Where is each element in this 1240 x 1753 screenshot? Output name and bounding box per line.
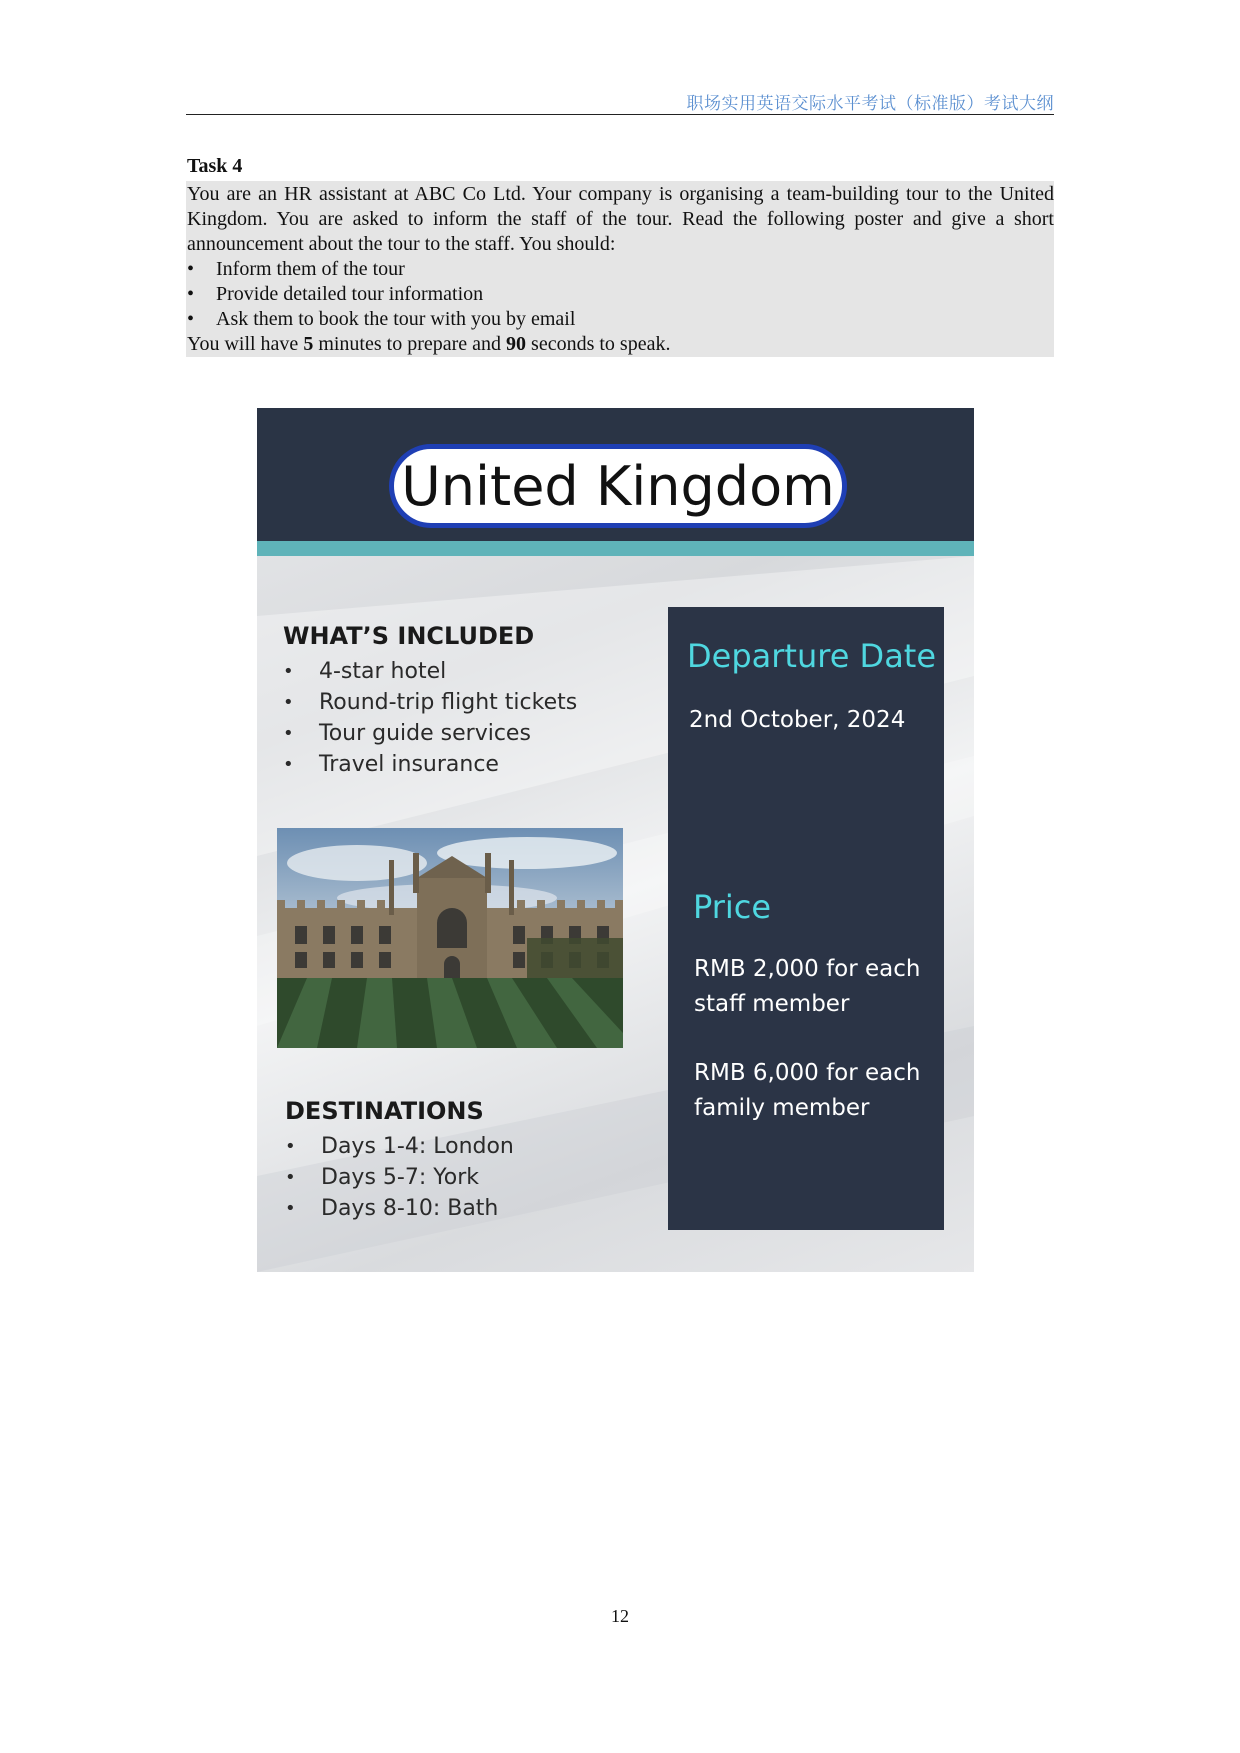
bullet-icon: • [283,754,294,775]
bullet-icon: • [283,723,294,744]
task-bullet-list [187,257,1054,332]
included-item: • Tour guide services [283,718,577,749]
bullet-icon: • [285,1136,296,1157]
destination-item: • Days 8-10: Bath [285,1193,514,1224]
included-item: • 4-star hotel [283,656,577,687]
included-item: • Travel insurance [283,749,577,780]
price-family: RMB 6,000 for each family member [694,1060,921,1121]
task-intro: You are an HR assistant at ABC Co Ltd. Your company is organising a team-building tour to the United Kingdom. You are asked to inform the staff of the tour. Read the following poster and give a short announcement about the tour to the staff. You should: [187,183,1054,255]
poster-accent-stripe [257,541,974,556]
bullet-icon: • [187,258,195,280]
prepare-minutes: 5 [303,333,314,355]
poster-title: United Kingdom [389,444,847,528]
destinations-list [285,1131,514,1224]
departure-date: 2nd October, 2024 [689,707,906,733]
bullet-icon: • [285,1198,296,1219]
included-heading: WHAT’S INCLUDED [283,622,535,650]
included-item: • Round-trip flight tickets [283,687,577,718]
header-rule [186,114,1054,115]
bullet-icon: • [187,283,195,305]
info-panel [668,607,944,1230]
departure-heading: Departure Date [687,637,937,675]
task-time-instruction: You will have 5 minutes to prepare and 90 seconds to speak. [187,333,671,355]
destination-item: • Days 5-7: York [285,1162,514,1193]
bullet-icon: • [187,308,195,330]
college-photo [277,828,623,1048]
price-heading: Price [693,888,772,926]
bullet-icon: • [283,661,294,682]
speak-seconds: 90 [506,333,527,355]
task-bullet-item: • Ask them to book the tour with you by email [187,308,576,330]
destinations-heading: DESTINATIONS [285,1097,484,1125]
included-list [283,656,577,780]
task-bullet-item: • Inform them of the tour [187,258,405,280]
task-title: Task 4 [187,155,243,177]
page-number: 12 [611,1606,629,1626]
tour-poster [257,408,974,1272]
bullet-icon: • [283,692,294,713]
price-staff: RMB 2,000 for each staff member [694,956,921,1017]
running-header: 职场实用英语交际水平考试（标准版）考试大纲 [686,94,1054,114]
bullet-icon: • [285,1167,296,1188]
destination-item: • Days 1-4: London [285,1131,514,1162]
task-bullet-item: • Provide detailed tour information [187,283,484,305]
